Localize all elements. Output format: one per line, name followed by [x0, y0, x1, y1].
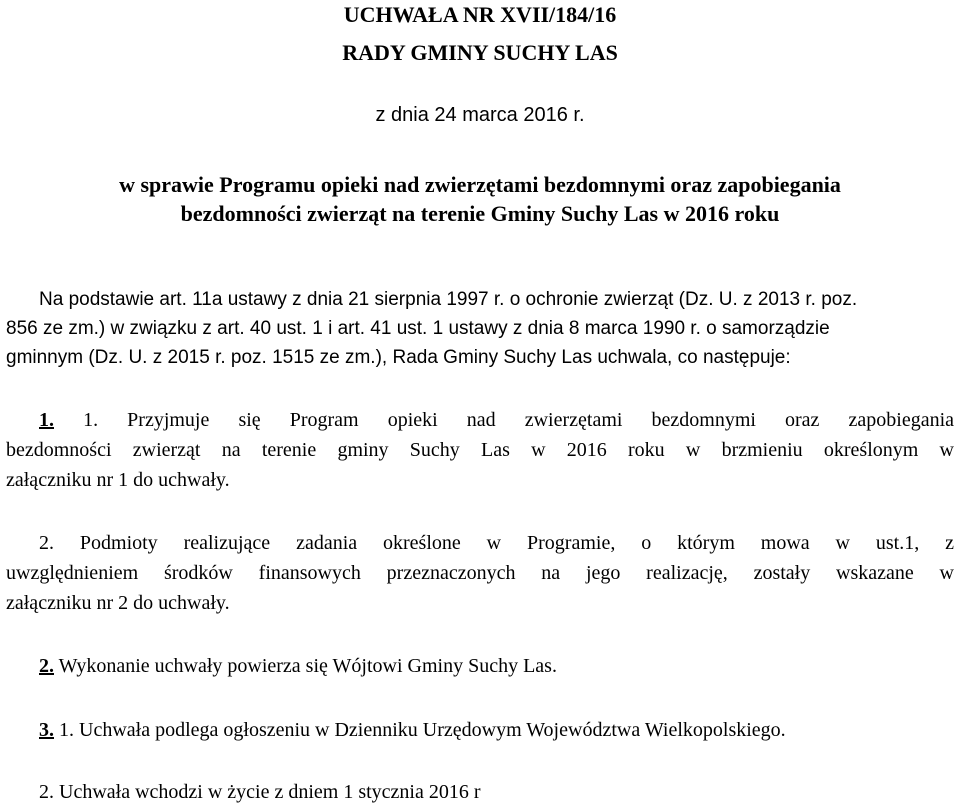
section-3-point-1: 1. Uchwała podlega ogłoszeniu w Dzienniku Urzędowym Województwa Wielkopolskiego. [59, 719, 786, 741]
section-1-point-1-text: Przyjmuje się Program opieki nad zwierzętami bezdomnymi oraz zapobiegania [127, 409, 954, 431]
issuing-body: RADY GMINY SUCHY LAS [342, 40, 618, 65]
subject-line-2: bezdomności zwierząt na terenie Gminy Suchy Las w 2016 roku [180, 201, 780, 226]
section-1-point-2-line-1: 2. Podmioty realizujące zadania określone w Programie, o którym mowa w ust.1, z [39, 532, 954, 554]
section-1-line-2: bezdomności zwierząt na terenie gminy Suchy Las w 2016 roku w brzmieniu określonym w [6, 439, 954, 461]
section-1-line-1 [39, 408, 954, 432]
subject-line-1: w sprawie Programu opieki nad zwierzętami bezdomnymi oraz zapobiegania [119, 172, 841, 197]
section-1-point-2-line-3: załączniku nr 2 do uchwały. [6, 592, 230, 614]
resolution-date: z dnia 24 marca 2016 r. [375, 104, 585, 126]
preamble-line-1: Na podstawie art. 11a ustawy z dnia 21 sierpnia 1997 r. o ochronie zwierząt (Dz. U. z 2013 r. poz. [39, 289, 858, 310]
section-1-point-2-line-2: uwzględnieniem środków finansowych przeznaczonych na jego realizację, zostały wskazane w [6, 562, 954, 584]
section-3-point-2: 2. Uchwała wchodzi w życie z dniem 1 stycznia 2016 r [39, 781, 481, 803]
section-1-point-1-number: 1. [83, 409, 99, 431]
section-3 [39, 718, 786, 742]
section-3-number: 3. [39, 719, 54, 741]
preamble-line-3: gminnym (Dz. U. z 2015 r. poz. 1515 ze zm.), Rada Gminy Suchy Las uchwala, co następuje: [6, 347, 791, 368]
section-2-number: 2. [39, 655, 54, 677]
document-title: UCHWAŁA NR XVII/184/16 [343, 2, 617, 27]
preamble-line-2: 856 ze zm.) w związku z art. 40 ust. 1 i art. 41 ust. 1 ustawy z dnia 8 marca 1990 r. o samorządzie [6, 318, 830, 339]
section-1-number: 1. [39, 409, 54, 431]
section-2-text: Wykonanie uchwały powierza się Wójtowi Gminy Suchy Las. [58, 655, 557, 677]
section-1-line-3: załączniku nr 1 do uchwały. [6, 469, 230, 491]
section-2 [39, 654, 557, 678]
